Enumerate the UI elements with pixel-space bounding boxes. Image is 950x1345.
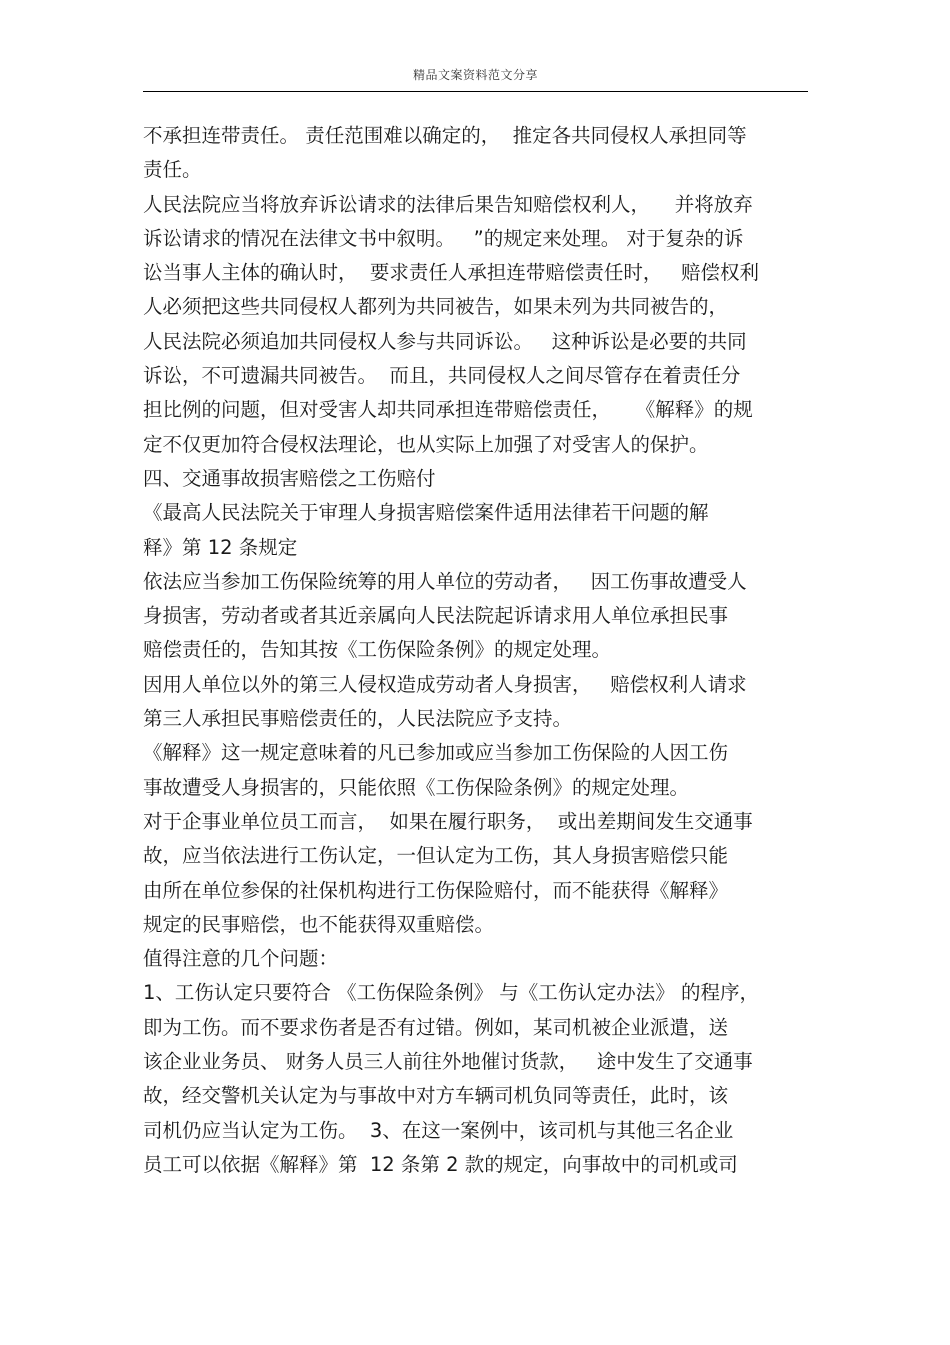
text-line: 规定的民事赔偿，也不能获得双重赔偿。 (143, 912, 495, 936)
text-line: 值得注意的几个问题： (143, 947, 339, 971)
text-line: 释》第 12 条规定 (143, 535, 298, 559)
text-line: 《最高人民法院关于审理人身损害赔偿案件适用法律若干问题的解 (143, 501, 709, 525)
text-line: 故，应当依法进行工伤认定，一但认定为工伤，其人身损害赔偿只能 (143, 844, 729, 868)
text-line: 1、工伤认定只要符合 《工伤保险条例》 与《工伤认定办法》 的程序， (143, 981, 760, 1005)
text-line: 司机仍应当认定为工伤。 3、在这一案例中，该司机与其他三名企业 (143, 1118, 734, 1142)
text-line: 人必须把这些共同侵权人都列为共同被告，如果未列为共同被告的， (143, 295, 729, 319)
document-body (143, 119, 808, 1182)
text-line: 由所在单位参保的社保机构进行工伤保险赔付，而不能获得《解释》 (143, 878, 729, 902)
text-line: 因用人单位以外的第三人侵权造成劳动者人身损害， 赔偿权利人请求 (143, 672, 747, 696)
text-line: 第三人承担民事赔偿责任的，人民法院应予支持。 (143, 707, 573, 731)
text-line: 即为工伤。而不要求伤者是否有过错。例如，某司机被企业派遣，送 (143, 1015, 729, 1039)
text-line: 不承担连带责任。 责任范围难以确定的， 推定各共同侵权人承担同等 (143, 124, 747, 147)
header-divider (143, 91, 808, 92)
section-heading: 四、交通事故损害赔偿之工伤赔付 (143, 466, 436, 490)
text-line: 《解释》这一规定意味着的凡已参加或应当参加工伤保险的人因工伤 (143, 741, 729, 765)
text-line: 故，经交警机关认定为与事故中对方车辆司机负同等责任，此时，该 (143, 1084, 729, 1108)
text-line: 依法应当参加工伤保险统筹的用人单位的劳动者， 因工伤事故遭受人 (143, 569, 747, 593)
text-line: 赔偿责任的，告知其按《工伤保险条例》的规定处理。 (143, 638, 612, 662)
text-line: 诉讼，不可遗漏共同被告。 而且，共同侵权人之间尽管存在着责任分 (143, 364, 741, 388)
text-line: 身损害，劳动者或者其近亲属向人民法院起诉请求用人单位承担民事 (143, 604, 729, 628)
text-line: 定不仅更加符合侵权法理论，也从实际上加强了对受害人的保护。 (143, 432, 709, 456)
text-line: 人民法院应当将放弃诉讼请求的法律后果告知赔偿权利人， 并将放弃 (143, 192, 753, 216)
text-line: 该企业业务员、 财务人员三人前往外地催讨货款， 途中发生了交通事 (143, 1050, 753, 1074)
text-line: 对于企事业单位员工而言， 如果在履行职务， 或出差期间发生交通事 (143, 809, 753, 833)
text-line: 诉讼请求的情况在法律文书中叙明。 ”的规定来处理。 对于复杂的诉 (143, 226, 744, 250)
text-line: 人民法院必须追加共同侵权人参与共同诉讼。 这种诉讼是必要的共同 (143, 329, 747, 353)
text-line: 员工可以依据《解释》第 12 条第 2 款的规定，向事故中的司机或司 (143, 1152, 738, 1176)
text-line: 讼当事人主体的确认时， 要求责任人承担连带赔偿责任时， 赔偿权利 (143, 261, 759, 285)
text-line: 事故遭受人身损害的，只能依照《工伤保险条例》的规定处理。 (143, 775, 690, 799)
page-header: 精品文案资料范文分享 (412, 68, 538, 82)
text-line: 担比例的问题，但对受害人却共同承担连带赔偿责任， 《解释》的规 (143, 398, 753, 422)
text-line: 责任。 (143, 158, 202, 182)
